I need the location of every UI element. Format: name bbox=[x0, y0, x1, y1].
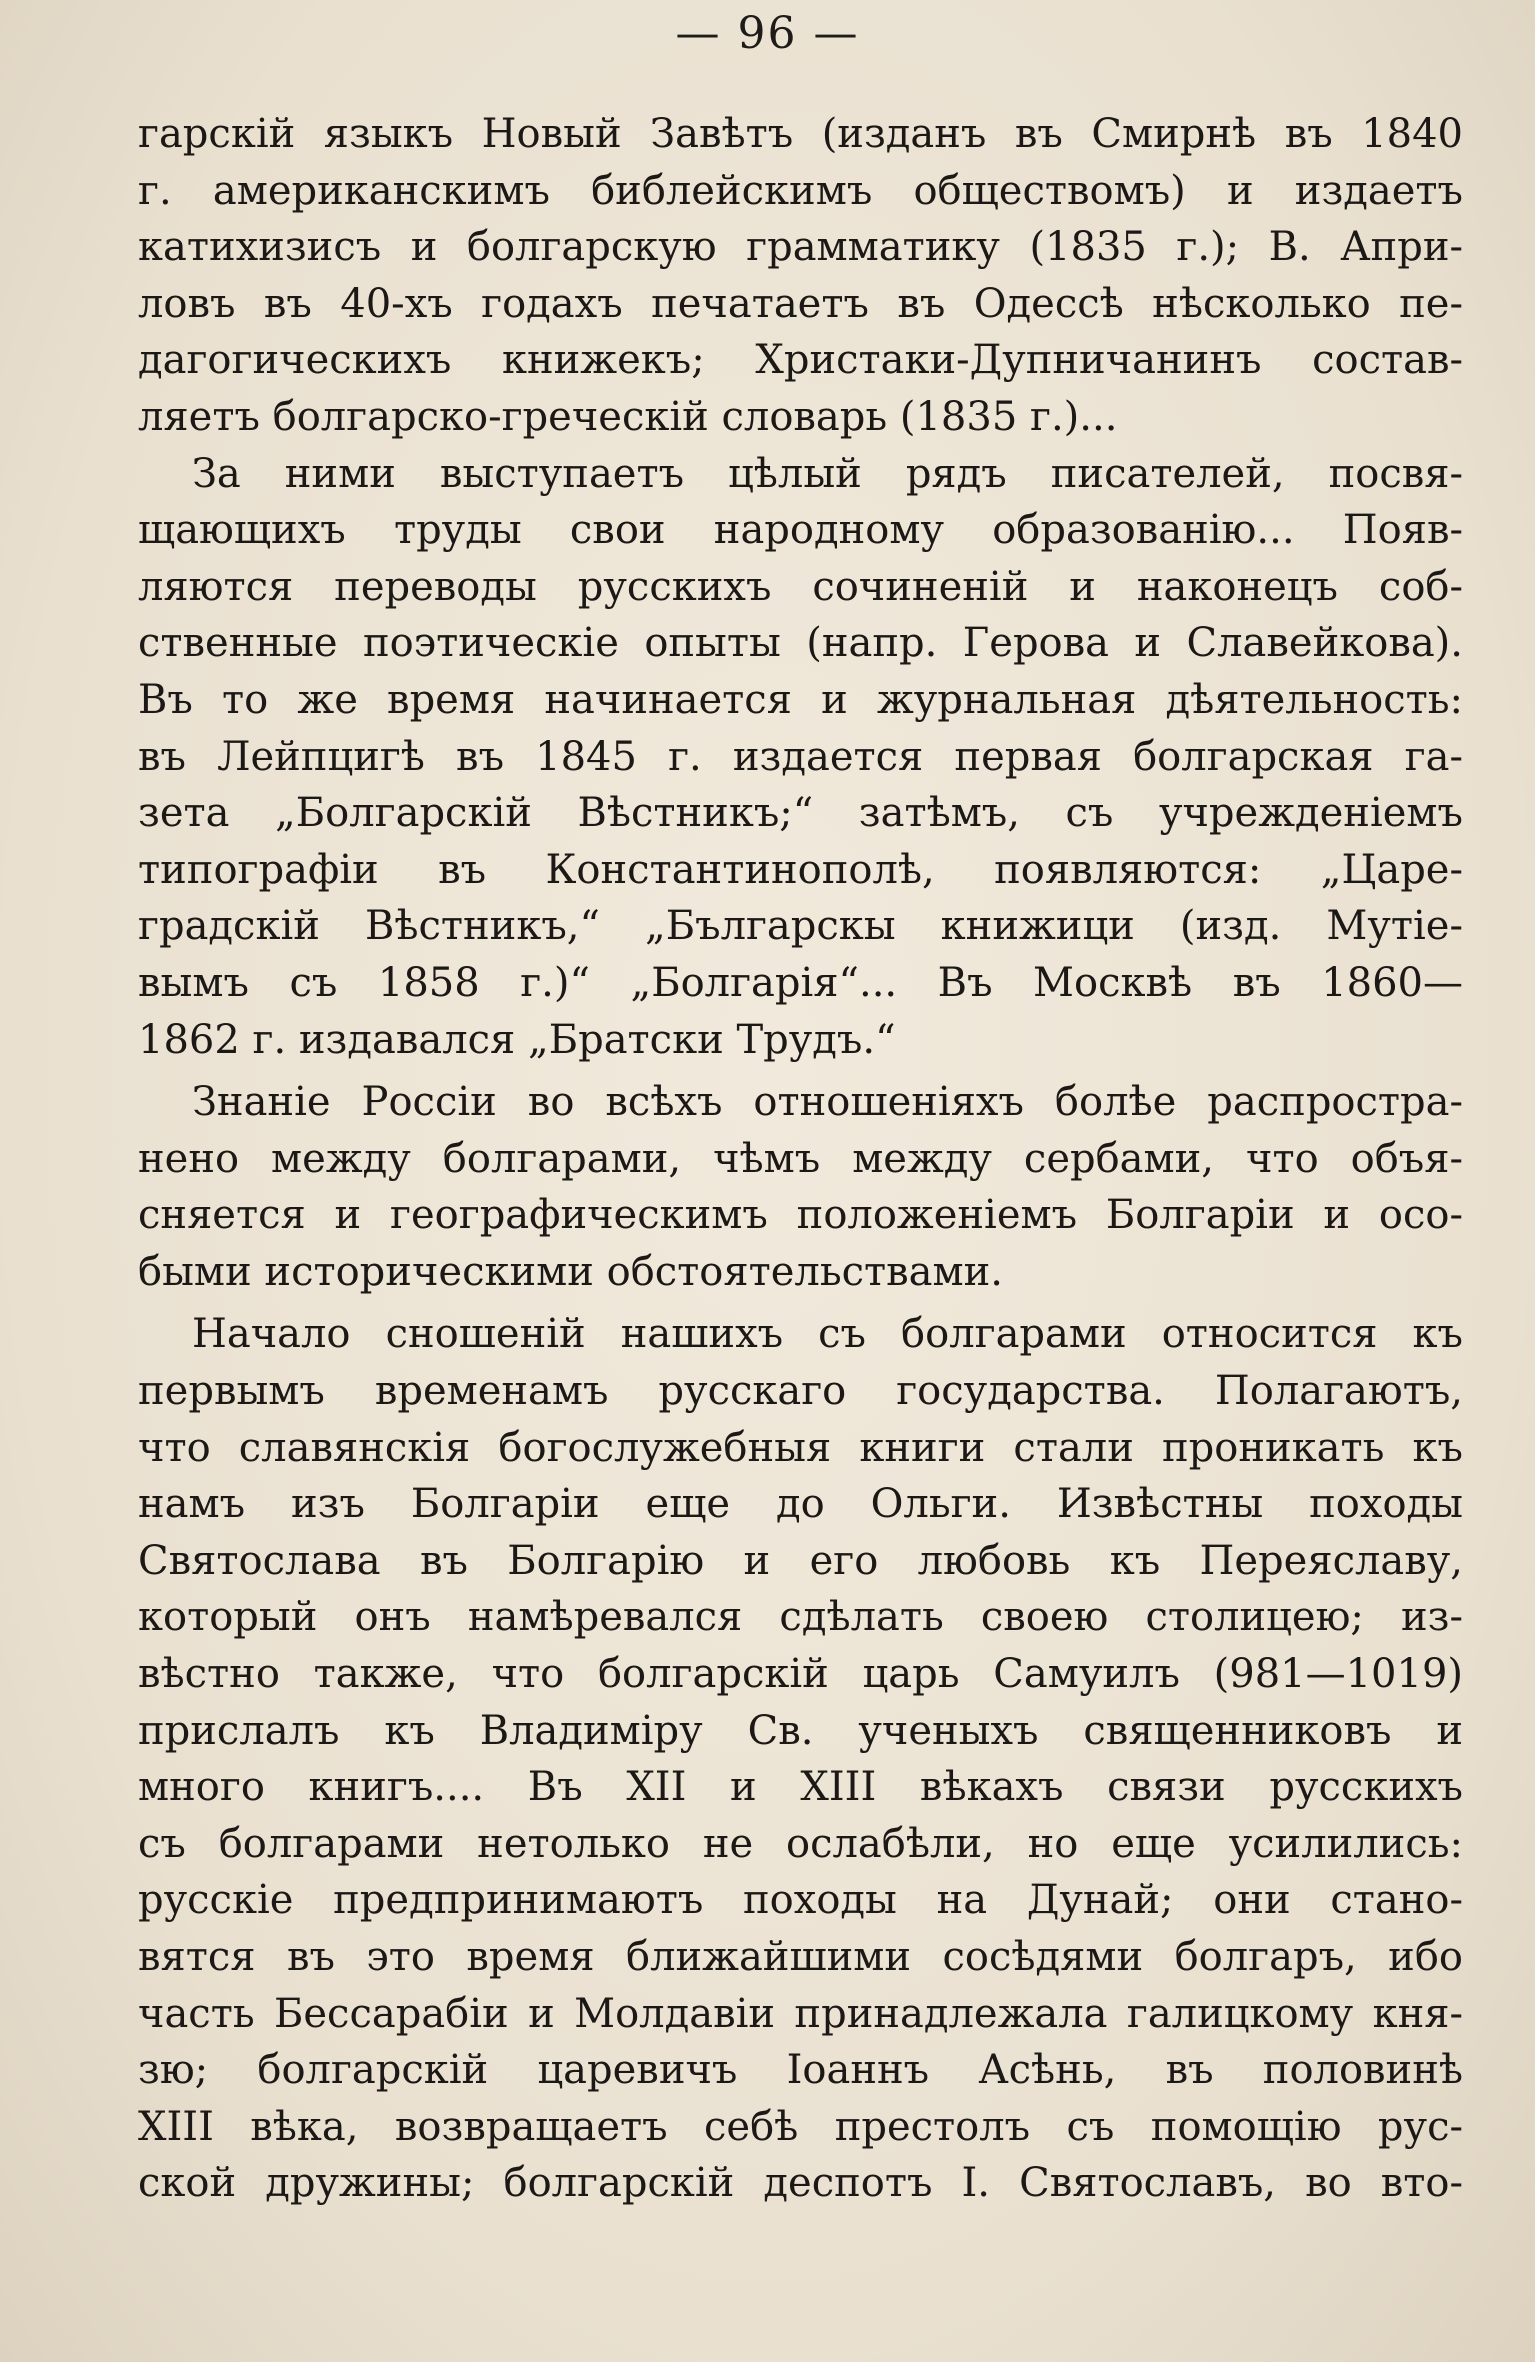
text-line: Въ то же время начинается и журнальная дѣятельность: bbox=[138, 676, 1463, 723]
text-line: первымъ временамъ русскаго государства. Полагаютъ, bbox=[138, 1368, 1463, 1415]
text-line: что славянскія богослужебныя книги стали проникать къ bbox=[138, 1424, 1463, 1471]
text-line: Святослава въ Болгарію и его любовь къ Переяславу, bbox=[138, 1537, 1463, 1584]
text-line: съ болгарами нетолько не ослабѣли, но еще усилились: bbox=[138, 1820, 1463, 1867]
text-line: вымъ съ 1858 г.)“ „Болгарія“... Въ Москвѣ въ 1860— bbox=[138, 959, 1463, 1006]
text-line: вѣстно также, что болгарскій царь Самуилъ (981—1019) bbox=[138, 1651, 1463, 1698]
text-line: щающихъ труды свои народному образованію... Появ- bbox=[138, 507, 1463, 554]
text-line: XIII вѣка, возвращаетъ себѣ престолъ съ помощію рус- bbox=[138, 2103, 1463, 2150]
text-line: зета „Болгарскій Вѣстникъ;“ затѣмъ, съ учрежденіемъ bbox=[138, 790, 1463, 837]
text-line: въ Лейпцигѣ въ 1845 г. издается первая болгарская га- bbox=[138, 733, 1463, 780]
text-line: нено между болгарами, чѣмъ между сербами, что объя- bbox=[138, 1135, 1463, 1182]
text-line: сняется и географическимъ положеніемъ Болгаріи и осо- bbox=[138, 1192, 1463, 1239]
text-line: типографіи въ Константинополѣ, появляются: „Царе- bbox=[138, 846, 1463, 893]
text-line: намъ изъ Болгаріи еще до Ольги. Извѣстны походы bbox=[138, 1481, 1463, 1528]
text-line: дагогическихъ книжекъ; Христаки-Дупничанинъ состав- bbox=[138, 337, 1463, 384]
text-line: Начало сношеній нашихъ съ болгарами относится къ bbox=[192, 1311, 1463, 1358]
text-line: прислалъ къ Владиміру Св. ученыхъ священниковъ и bbox=[138, 1707, 1463, 1754]
body-text bbox=[138, 106, 1463, 2212]
paragraph-3 bbox=[138, 1074, 1463, 1300]
paragraph-1 bbox=[138, 106, 1463, 446]
text-line: много книгъ.... Въ XII и XIII вѣкахъ связи русскихъ bbox=[138, 1764, 1463, 1811]
text-line: зю; болгарскій царевичъ Іоаннъ Асѣнь, въ половинѣ bbox=[138, 2047, 1463, 2094]
text-line: часть Бессарабіи и Молдавіи принадлежала галицкому кня- bbox=[138, 1990, 1463, 2037]
text-line: ловъ въ 40-хъ годахъ печатаетъ въ Одессѣ нѣсколько пе- bbox=[138, 280, 1463, 327]
text-line: ляются переводы русскихъ сочиненій и наконецъ соб- bbox=[138, 563, 1463, 610]
text-line: который онъ намѣревался сдѣлать своею столицею; из- bbox=[138, 1594, 1463, 1641]
text-line: гарскій языкъ Новый Завѣтъ (изданъ въ Смирнѣ въ 1840 bbox=[138, 111, 1463, 157]
text-line: катихизисъ и болгарскую грамматику (1835 г.); В. Апри- bbox=[138, 224, 1463, 271]
text-line: 1862 г. издавался „Братски Трудъ.“ bbox=[138, 1016, 896, 1063]
text-line: ственные поэтическіе опыты (напр. Герова и Славейкова). bbox=[138, 620, 1463, 667]
page-number: — 96 — bbox=[675, 8, 860, 59]
text-line: Знаніе Россіи во всѣхъ отношеніяхъ болѣе распростра- bbox=[192, 1079, 1463, 1126]
text-line: русскіе предпринимаютъ походы на Дунай; они стано- bbox=[138, 1877, 1463, 1924]
text-line: быми историческими обстоятельствами. bbox=[138, 1248, 1003, 1295]
text-line: градскій Вѣстникъ,“ „Българскы книжици (изд. Мутіе- bbox=[138, 903, 1463, 950]
paragraph-4 bbox=[138, 1306, 1463, 2212]
text-line: вятся въ это время ближайшими сосѣдями болгаръ, ибо bbox=[138, 1934, 1463, 1980]
text-line: За ними выступаетъ цѣлый рядъ писателей, посвя- bbox=[192, 450, 1463, 497]
text-line: ской дружины; болгарскій деспотъ І. Святославъ, во вто- bbox=[138, 2160, 1463, 2207]
text-line: г. американскимъ библейскимъ обществомъ) и издаетъ bbox=[138, 167, 1463, 214]
text-line: ляетъ болгарско-греческій словарь (1835 г.)... bbox=[138, 393, 1118, 440]
paragraph-2 bbox=[138, 446, 1463, 1069]
